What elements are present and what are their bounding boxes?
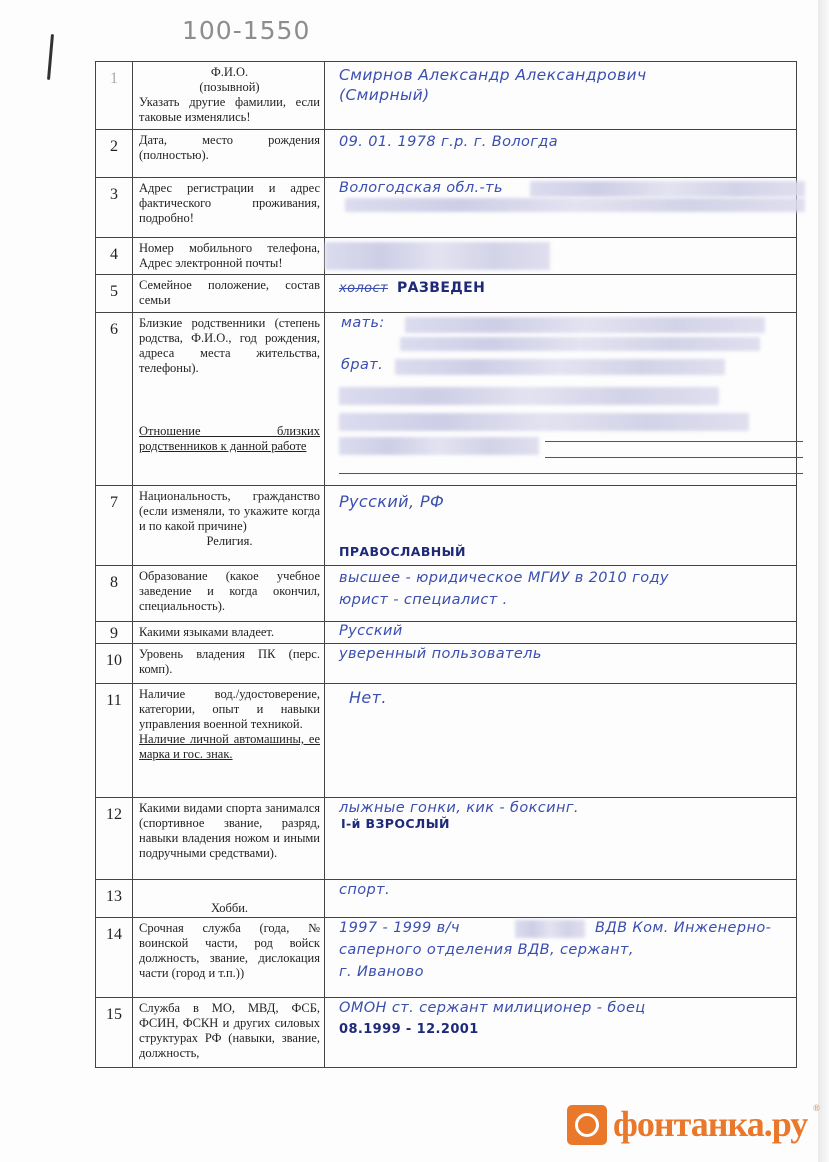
answer-text: Нет. [349,688,387,707]
answer-text: ОМОН ст. сержант милиционер - боец [339,1000,646,1016]
answer-cell[interactable] [325,130,797,178]
redacted-block [515,920,585,938]
question-cell [133,313,325,486]
table-row-7 [96,486,797,566]
table-row-12 [96,798,797,880]
question-text: Уровень владения ПК (перс. комп). [139,647,320,676]
question-text: Религия. [206,534,253,548]
answer-text: 08.1999 - 12.2001 [339,1022,479,1037]
answer-text: Русский [339,623,403,639]
redacted-block [530,181,805,197]
answer-cell[interactable] [325,644,797,684]
question-cell [133,998,325,1068]
answer-text: спорт. [339,882,390,898]
question-text: Служба в МО, МВД, ФСБ, ФСИН, ФСКН и других силовых структурах РФ (навыки, звание, должность, [139,1001,320,1060]
answer-text-crossed: холост [339,281,389,296]
answer-text: РАЗВЕДЕН [397,280,486,296]
answer-text: юрист - специалист . [339,592,508,608]
answer-text: 09. 01. 1978 г.р. г. Вологда [339,134,559,150]
question-text: Образование (какое учебное заведение и когда окончил, специальность). [139,569,320,613]
answer-cell[interactable] [325,313,797,486]
row-number: 14 [96,918,133,998]
answer-text: высшее - юридическое МГИУ в 2010 году [339,570,669,586]
question-text: Срочная служба (года, № воинской части, род войск должность, звание, дислокация части (город и т.п.)) [139,921,320,980]
margin-pen-mark [47,34,54,80]
row-number: 4 [96,238,133,275]
question-cell [133,918,325,998]
answer-text: уверенный пользователь [339,646,542,662]
row-number: 12 [96,798,133,880]
question-text: Близкие родственники (степень родства, Ф.И.О., год рождения, адреса места жительства, телефоны). [139,316,320,375]
answer-text: лыжные гонки, кик - боксинг. [339,800,579,816]
question-text: Указать другие фамилии, если таковые изменялись! [139,95,320,124]
question-cell [133,798,325,880]
answer-line [339,473,803,474]
answer-cell[interactable] [325,238,797,275]
question-text: Наличие вод./удостоверение, категории, опыт и навыки управления военной техникой. [139,687,320,731]
row-number: 2 [96,130,133,178]
row-number: 6 [96,313,133,486]
answer-text: (Смирный) [339,86,430,104]
question-text: Хобби. [210,901,249,915]
row-number: 3 [96,178,133,238]
registered-mark: ® [813,1103,820,1113]
answer-cell[interactable] [325,918,797,998]
table-row-5 [96,275,797,313]
scan-edge [818,0,829,1162]
answer-cell[interactable] [325,275,797,313]
question-text: Ф.И.О. [210,65,249,79]
table-row-6 [96,313,797,486]
answer-cell[interactable] [325,486,797,566]
questionnaire-table [95,61,797,1068]
row-number: 10 [96,644,133,684]
reference-number: 100-1550 [182,16,311,45]
answer-text: Русский, РФ [339,492,445,511]
question-text: (позывной) [199,80,260,94]
table-row-11 [96,684,797,798]
table-row-1 [96,62,797,130]
row-number: 9 [96,622,133,644]
question-text: Семейное положение, состав семьи [139,278,320,307]
answer-text: г. Иваново [339,964,424,980]
answer-text: I-й ВЗРОСЛЫЙ [341,816,450,831]
answer-cell[interactable] [325,566,797,622]
answer-cell[interactable] [325,178,797,238]
row-number: 15 [96,998,133,1068]
redacted-block [339,387,719,405]
table-row-4 [96,238,797,275]
fontanka-watermark [567,1103,812,1147]
redacted-block [339,437,539,455]
question-text: Адрес регистрации и адрес фактического проживания, подробно! [139,181,320,225]
question-cell [133,275,325,313]
question-text: Какими языками владеет. [139,625,275,639]
table-row-9 [96,622,797,644]
fontanka-logo-icon [567,1105,607,1145]
watermark-text: фонтанка.ру [613,1104,808,1144]
row-number: 13 [96,880,133,918]
answer-cell[interactable] [325,798,797,880]
redacted-block [405,317,765,333]
redacted-block [400,337,760,351]
answer-cell[interactable] [325,880,797,918]
row-number: 5 [96,275,133,313]
row-number: 7 [96,486,133,566]
table-row-15 [96,998,797,1068]
question-text: Национальность, гражданство (если изменяли, то укажите когда и по какой причине) [139,489,320,533]
table-row-10 [96,644,797,684]
row-number: 11 [96,684,133,798]
answer-cell[interactable] [325,62,797,130]
answer-cell[interactable] [325,684,797,798]
answer-cell[interactable] [325,998,797,1068]
answer-text: брат. [341,357,384,373]
question-cell [133,62,325,130]
table-row-3 [96,178,797,238]
redacted-block [395,359,725,375]
question-text: Наличие личной автомашины, ее марка и гос. знак. [139,732,320,761]
answer-text: ВДВ Ком. Инженерно- [595,920,772,936]
question-cell [133,684,325,798]
answer-cell[interactable] [325,622,797,644]
question-text: Отношение близких родственников к данной работе [139,424,320,453]
question-cell [133,486,325,566]
question-text: Дата, место рождения (полностью). [139,133,320,162]
question-cell [133,178,325,238]
answer-text: ПРАВОСЛАВНЫЙ [339,544,466,559]
question-cell [133,566,325,622]
question-cell [133,880,325,918]
table-row-13 [96,880,797,918]
answer-text: Смирнов Александр Александрович [339,66,647,84]
answer-text: саперного отделения ВДВ, сержант, [339,942,634,958]
redacted-block [339,413,749,431]
question-cell [133,644,325,684]
table-row-2 [96,130,797,178]
question-cell [133,238,325,275]
table-row-8 [96,566,797,622]
answer-line [545,457,803,458]
question-text: Какими видами спорта занимался (спортивное звание, разряд, навыки владения ножом и иными подручными средствами). [139,801,320,860]
redacted-block [345,198,805,212]
answer-text: мать: [341,315,385,331]
redacted-block [325,242,550,270]
question-cell [133,130,325,178]
question-cell [133,622,325,644]
table-row-14 [96,918,797,998]
row-number: 1 [96,62,133,130]
answer-text: 1997 - 1999 в/ч [339,920,460,936]
row-number: 8 [96,566,133,622]
answer-line [545,441,803,442]
question-text: Номер мобильного телефона, Адрес электронной почты! [139,241,320,270]
answer-text: Вологодская обл.-ть [339,180,503,196]
